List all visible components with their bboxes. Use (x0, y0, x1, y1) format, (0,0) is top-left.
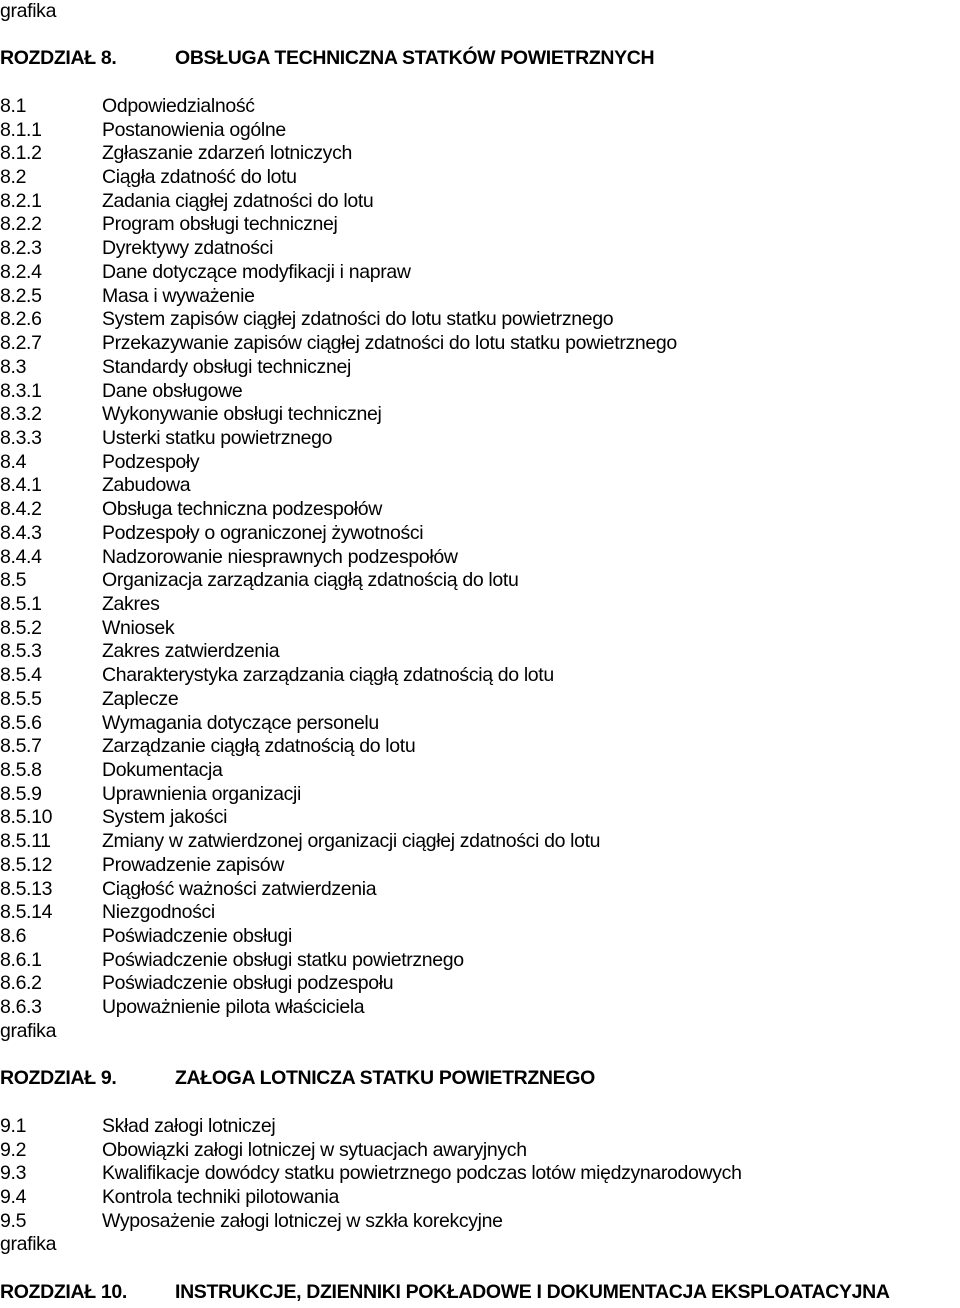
chapter-title: INSTRUKCJE, DZIENNIKI POKŁADOWE I DOKUMENTACJA EKSPLOATACYJNA (175, 1280, 890, 1303)
toc-item-title: Zmiany w zatwierdzonej organizacji ciągłej zdatności do lotu (102, 830, 601, 853)
toc-item (0, 664, 960, 688)
toc-item-number: 8.2.5 (0, 284, 42, 307)
toc-item (0, 617, 960, 641)
toc-item (0, 546, 960, 570)
toc-item (0, 332, 960, 356)
toc-item-number: 9.2 (0, 1138, 27, 1161)
toc-item-title: Zarządzanie ciągłą zdatnością do lotu (102, 735, 416, 758)
toc-item-title: Standardy obsługi technicznej (102, 355, 351, 378)
toc-item (0, 119, 960, 143)
toc-item-title: Odpowiedzialność (102, 94, 255, 117)
toc-item (0, 308, 960, 332)
toc-item-title: Kontrola techniki pilotowania (102, 1185, 339, 1208)
toc-item-number: 8.5.3 (0, 640, 42, 663)
toc-item-number: 8.5.7 (0, 735, 42, 758)
toc-item-title: Zadania ciągłej zdatności do lotu (102, 189, 374, 212)
toc-item (0, 190, 960, 214)
toc-item-number: 8.5.9 (0, 782, 42, 805)
toc-item-number: 9.5 (0, 1209, 27, 1232)
toc-item-number: 8.5.11 (0, 830, 51, 853)
toc-item-number: 8.2 (0, 166, 27, 189)
toc-item-title: Ciągłość ważności zatwierdzenia (102, 877, 377, 900)
toc-item-number: 8.2.7 (0, 332, 42, 355)
toc-item (0, 854, 960, 878)
toc-item (0, 688, 960, 712)
toc-item-title: Poświadczenie obsługi podzespołu (102, 972, 394, 995)
toc-item-title: Usterki statku powietrznego (102, 426, 333, 449)
toc-item (0, 1210, 960, 1234)
toc-item (0, 640, 960, 664)
toc-item (0, 380, 960, 404)
toc-item (0, 783, 960, 807)
toc-item-title: Podzespoły (102, 450, 200, 473)
toc-item-title: Upoważnienie pilota właściciela (102, 996, 365, 1019)
toc-item-number: 8.5.13 (0, 877, 53, 900)
toc-item-title: Wyposażenie załogi lotniczej w szkła korekcyjne (102, 1209, 503, 1232)
toc-item-title: Zaplecze (102, 687, 179, 710)
toc-item-number: 8.4.3 (0, 521, 42, 544)
toc-item-title: Przekazywanie zapisów ciągłej zdatności do lotu statku powietrznego (102, 332, 677, 355)
graphic-placeholder-label: grafika (0, 1019, 57, 1042)
toc-item-number: 8.3.3 (0, 426, 42, 449)
toc-item-number: 8.6.2 (0, 972, 42, 995)
spacer (0, 1044, 960, 1068)
toc-item-title: Organizacja zarządzania ciągłą zdatnością do lotu (102, 569, 519, 592)
toc-item-number: 9.3 (0, 1162, 27, 1185)
toc-item-title: Obsługa techniczna podzespołów (102, 498, 383, 521)
toc-item-number: 8.5.4 (0, 664, 42, 687)
toc-item-number: 8.6.1 (0, 948, 42, 971)
toc-item-number: 8.2.4 (0, 260, 42, 283)
toc-item-number: 8.2.6 (0, 308, 42, 331)
toc-item-title: Skład załogi lotniczej (102, 1114, 276, 1137)
toc-item (0, 261, 960, 285)
toc-item (0, 1139, 960, 1163)
toc-item-title: Wymagania dotyczące personelu (102, 711, 379, 734)
toc-item-title: Dane obsługowe (102, 379, 243, 402)
toc-item-number: 8.5.1 (0, 592, 42, 615)
toc-item-title: System jakości (102, 806, 228, 829)
toc-item-number: 8.2.1 (0, 189, 42, 212)
toc-item-number: 8.4.1 (0, 474, 42, 497)
toc-item-title: Masa i wyważenie (102, 284, 255, 307)
toc-item (0, 237, 960, 261)
toc-item-number: 8.5.2 (0, 616, 42, 639)
toc-item (0, 356, 960, 380)
toc-item-number: 8.4.2 (0, 498, 42, 521)
toc-item (0, 498, 960, 522)
toc-item-title: Niezgodności (102, 901, 215, 924)
chapter-number: ROZDZIAŁ 9. (0, 1067, 117, 1090)
toc-item-number: 8.5.6 (0, 711, 42, 734)
toc-item-title: Ciągła zdatność do lotu (102, 166, 297, 189)
toc-item (0, 901, 960, 925)
toc-item (0, 522, 960, 546)
toc-item (0, 830, 960, 854)
toc-item (0, 166, 960, 190)
toc-item-title: Zakres zatwierdzenia (102, 640, 280, 663)
toc-item (0, 759, 960, 783)
spacer (0, 24, 960, 48)
spacer (0, 1257, 960, 1281)
toc-item-number: 8.5.5 (0, 687, 42, 710)
toc-item-title: Kwalifikacje dowódcy statku powietrznego podczas lotów międzynarodowych (102, 1162, 742, 1185)
chapter-section (0, 1020, 960, 1233)
chapter-number: ROZDZIAŁ 8. (0, 47, 117, 70)
toc-item (0, 427, 960, 451)
toc-item (0, 925, 960, 949)
chapter-title: OBSŁUGA TECHNICZNA STATKÓW POWIETRZNYCH (175, 47, 655, 70)
chapter-number: ROZDZIAŁ 10. (0, 1280, 127, 1303)
toc-item (0, 1186, 960, 1210)
toc-item-title: Uprawnienia organizacji (102, 782, 301, 805)
toc-item-title: Zabudowa (102, 474, 191, 497)
toc-item (0, 593, 960, 617)
toc-item (0, 712, 960, 736)
toc-item-title: Zakres (102, 592, 160, 615)
toc-item-title: Program obsługi technicznej (102, 213, 338, 236)
toc-item-title: Wykonywanie obsługi technicznej (102, 403, 382, 426)
toc-item-number: 8.5.12 (0, 853, 53, 876)
toc-item (0, 806, 960, 830)
toc-item (0, 451, 960, 475)
toc-item-number: 9.4 (0, 1185, 27, 1208)
chapter-section (0, 1233, 960, 1304)
toc-item (0, 735, 960, 759)
chapter-heading (0, 1281, 960, 1305)
toc-item-number: 8.6.3 (0, 996, 42, 1019)
toc-item-number: 8.4 (0, 450, 27, 473)
toc-item-number: 8.1.1 (0, 118, 42, 141)
toc-item-number: 8.5.14 (0, 901, 53, 924)
graphic-placeholder-label: grafika (0, 0, 57, 22)
spacer (0, 1091, 960, 1115)
toc-item (0, 878, 960, 902)
toc-item-number: 8.1.2 (0, 142, 42, 165)
toc-item (0, 996, 960, 1020)
toc-item-number: 8.2.2 (0, 213, 42, 236)
toc-item-title: Postanowienia ogólne (102, 118, 286, 141)
toc-item (0, 285, 960, 309)
spacer (0, 71, 960, 95)
toc-item (0, 972, 960, 996)
chapter-heading (0, 1067, 960, 1091)
toc-item (0, 1115, 960, 1139)
toc-item-number: 8.3.2 (0, 403, 42, 426)
toc-item-title: Poświadczenie obsługi (102, 925, 292, 948)
toc-item (0, 474, 960, 498)
toc-item (0, 403, 960, 427)
toc-item (0, 142, 960, 166)
toc-item-title: Charakterystyka zarządzania ciągłą zdatnością do lotu (102, 664, 554, 687)
toc-item-title: Prowadzenie zapisów (102, 853, 284, 876)
toc-item-title: Zgłaszanie zdarzeń lotniczych (102, 142, 352, 165)
toc-item-number: 8.4.4 (0, 545, 42, 568)
toc-item-title: Dyrektywy zdatności (102, 237, 274, 260)
toc-item-title: Wniosek (102, 616, 175, 639)
toc-item-number: 8.5 (0, 569, 27, 592)
toc-item-number: 8.1 (0, 94, 27, 117)
toc-item-title: Dane dotyczące modyfikacji i napraw (102, 260, 411, 283)
toc-item (0, 1162, 960, 1186)
toc-item-number: 8.3 (0, 355, 27, 378)
toc-item-number: 8.2.3 (0, 237, 42, 260)
chapter-heading (0, 47, 960, 71)
toc-item (0, 949, 960, 973)
toc-item (0, 569, 960, 593)
toc-item-number: 9.1 (0, 1114, 27, 1137)
toc-item-title: Dokumentacja (102, 759, 223, 781)
toc-item-title: Nadzorowanie niesprawnych podzespołów (102, 545, 458, 568)
toc-item-number: 8.6 (0, 925, 27, 948)
graphic-placeholder-label: grafika (0, 1233, 57, 1256)
chapter-title: ZAŁOGA LOTNICZA STATKU POWIETRZNEGO (175, 1067, 595, 1090)
toc-item-title: System zapisów ciągłej zdatności do lotu statku powietrznego (102, 308, 614, 331)
toc-item-number: 8.5.8 (0, 759, 42, 781)
toc-item (0, 95, 960, 119)
toc-item (0, 213, 960, 237)
toc-item-title: Obowiązki załogi lotniczej w sytuacjach awaryjnych (102, 1138, 527, 1161)
toc-item-number: 8.5.10 (0, 806, 53, 829)
toc-item-title: Poświadczenie obsługi statku powietrznego (102, 948, 464, 971)
toc-item-number: 8.3.1 (0, 379, 42, 402)
toc-item-title: Podzespoły o ograniczonej żywotności (102, 521, 424, 544)
